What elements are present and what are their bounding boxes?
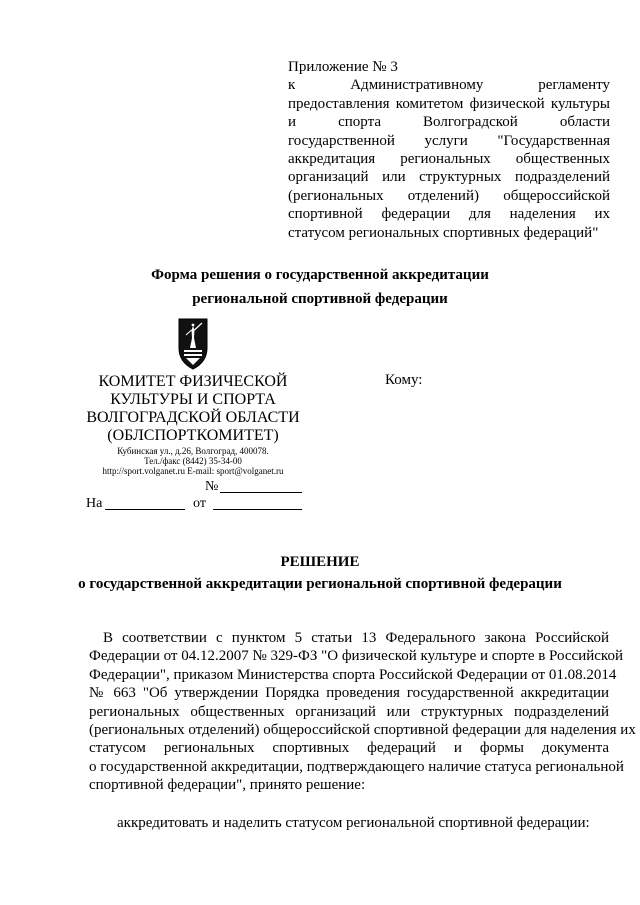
appendix-line: спортивной федерации для наделения их [288, 206, 610, 223]
appendix-line: к Административному регламенту [288, 77, 610, 94]
decision-title: РЕШЕНИЕ [280, 554, 360, 570]
body-line: (региональных отделений) общероссийской спортивной федерации для наделения их [89, 722, 636, 739]
coat-of-arms-icon [178, 318, 208, 370]
body-line: статусом региональных спортивных федераций и формы документа [89, 740, 609, 757]
org-line: КУЛЬТУРЫ И СПОРТА [110, 391, 276, 408]
address-line: http://sport.volganet.ru E-mail: sport@volganet.ru [102, 466, 284, 476]
number-label: № [205, 479, 219, 494]
address-line: Тел./факс (8442) 35-34-00 [144, 456, 242, 466]
organization-name [68, 373, 318, 445]
form-title-line: Форма решения о государственной аккредитации [151, 267, 489, 283]
body-line: спортивной федерации", принято решение: [89, 777, 366, 794]
on-label: На [86, 496, 103, 511]
appendix-line: организаций или структурных подразделений [288, 169, 610, 186]
from-blank [213, 509, 302, 510]
appendix-line: (региональных отделений) общероссийской [288, 187, 610, 204]
decision-body [89, 629, 636, 795]
decision-subtitle: о государственной аккредитации региональной спортивной федерации [78, 576, 562, 592]
recipient-label: Кому: [385, 372, 423, 388]
org-line: КОМИТЕТ ФИЗИЧЕСКОЙ [98, 373, 288, 390]
decision-final-line: аккредитовать и наделить статусом региональной спортивной федерации: [117, 815, 590, 831]
appendix-line: статусом региональных спортивных федераций" [288, 224, 599, 241]
appendix-line: и спорта Волгоградской области [288, 114, 610, 131]
organization-address [68, 446, 318, 476]
body-line: о государственной аккредитации, подтверждающего наличие статуса региональной [89, 758, 624, 775]
from-label: от [193, 496, 206, 511]
form-title [0, 263, 640, 311]
appendix-line: предоставления комитетом физической культуры [288, 95, 610, 112]
on-blank [105, 509, 185, 510]
body-line: Федерации", приказом Министерства спорта Российской Федерации от 01.08.2014 [89, 666, 617, 683]
org-line: ВОЛГОГРАДСКОЙ ОБЛАСТИ [86, 409, 300, 426]
body-line: В соответствии с пунктом 5 статьи 13 Федерального закона Российской [103, 630, 609, 646]
address-line: Кубинская ул., д.26, Волгоград, 400078. [117, 446, 269, 456]
appendix-line: аккредитация региональных общественных [288, 151, 610, 168]
body-line: Федерации от 04.12.2007 № 329-ФЗ "О физической культуре и спорте в Российской [89, 648, 623, 665]
number-blank [220, 492, 302, 493]
body-line: № 663 "Об утверждении Порядка проведения государственной аккредитации [89, 685, 609, 702]
form-title-line: региональной спортивной федерации [192, 291, 448, 307]
org-line: (ОБЛСПОРТКОМИТЕТ) [107, 427, 279, 444]
appendix-line: государственной услуги "Государственная [288, 132, 610, 149]
body-line: региональных общественных организаций или структурных подразделений [89, 703, 609, 720]
appendix-reference [288, 58, 610, 242]
appendix-line: Приложение № 3 [288, 59, 398, 75]
